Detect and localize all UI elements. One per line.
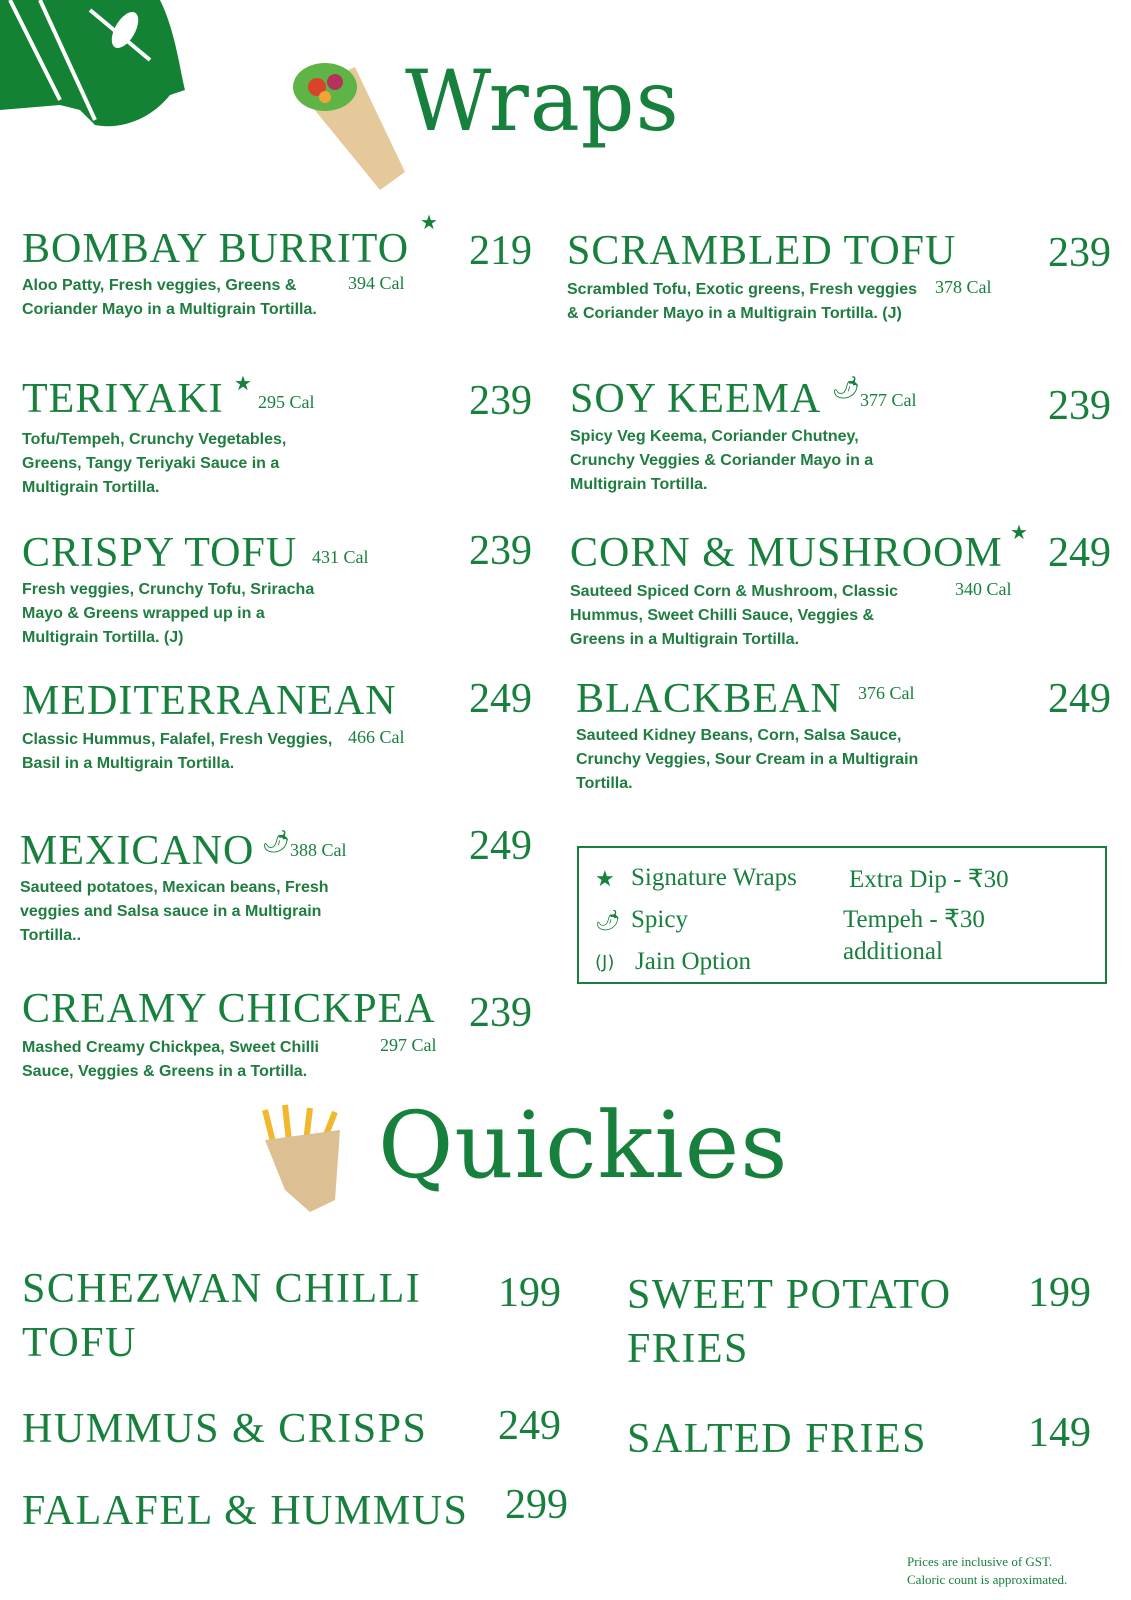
item-name: BOMBAY BURRITO (22, 226, 410, 272)
item-price: 249 (469, 676, 532, 722)
footer-gst: Prices are inclusive of GST. (907, 1554, 1053, 1569)
fries-illustration-icon (255, 1100, 355, 1215)
item-description: Fresh veggies, Crunchy Tofu, Sriracha Mayo & Greens wrapped up in a Multigrain Tortilla. (J) (22, 581, 315, 646)
item-calories: 431 Cal (312, 547, 369, 567)
item-calories: 295 Cal (258, 392, 315, 412)
section-title-quickies: Quickies (378, 1092, 789, 1199)
item-description: Sauteed Spiced Corn & Mushroom, Classic Hummus, Sweet Chilli Sauce, Veggies & Greens in a Multigrain Tortilla. (570, 583, 899, 648)
item-price: 239 (1048, 230, 1111, 276)
legend-box (577, 846, 1107, 984)
star-icon: ★ (1010, 520, 1028, 544)
item-price: 299 (505, 1482, 568, 1528)
item-name: MEXICANO (20, 828, 255, 874)
item-name: SWEET POTATO FRIES (627, 1272, 952, 1372)
legend-additional: additional (843, 938, 943, 965)
legend-signature: Signature Wraps (631, 864, 797, 891)
footer-note (907, 1553, 1067, 1589)
item-price: 199 (1028, 1270, 1091, 1316)
item-name: CREAMY CHICKPEA (22, 986, 436, 1032)
item-calories: 376 Cal (858, 683, 915, 703)
item-price: 249 (469, 823, 532, 869)
item-calories: 378 Cal (935, 277, 992, 297)
item-name: BLACKBEAN (576, 676, 842, 722)
item-price: 239 (469, 378, 532, 424)
item-description: Spicy Veg Keema, Coriander Chutney, Crunchy Veggies & Coriander Mayo in a Multigrain Tortilla. (570, 428, 874, 493)
item-description: Tofu/Tempeh, Crunchy Vegetables, Greens, Tangy Teriyaki Sauce in a Multigrain Tortilla. (22, 431, 287, 496)
item-calories: 377 Cal (860, 390, 917, 410)
chili-icon: 🌶 (832, 376, 860, 401)
item-name: MEDITERRANEAN (22, 678, 397, 724)
item-name: SCHEZWAN CHILLI TOFU (22, 1266, 422, 1366)
legend-extra-dip: Extra Dip - ₹30 (849, 866, 1009, 893)
monstera-leaf-icon (0, 0, 190, 135)
item-calories: 388 Cal (290, 840, 347, 860)
item-name: SCRAMBLED TOFU (567, 228, 957, 274)
chili-icon: 🌶 (595, 910, 621, 932)
item-price: 249 (1048, 530, 1111, 576)
item-calories: 340 Cal (955, 579, 1012, 599)
chili-icon: 🌶 (262, 830, 290, 855)
legend-jain: Jain Option (635, 948, 751, 975)
item-price: 239 (1048, 383, 1111, 429)
item-name: FALAFEL & HUMMUS (22, 1488, 469, 1534)
item-name: SALTED FRIES (627, 1416, 928, 1462)
footer-calorie: Caloric count is approximated. (907, 1572, 1068, 1587)
item-name: HUMMUS & CRISPS (22, 1406, 428, 1452)
item-description: Classic Hummus, Falafel, Fresh Veggies, Basil in a Multigrain Tortilla. (22, 731, 333, 772)
item-price: 239 (469, 528, 532, 574)
legend-tempeh: Tempeh - ₹30 (843, 906, 985, 933)
legend-spicy: Spicy (631, 906, 688, 933)
item-name: CORN & MUSHROOM (570, 530, 1003, 576)
item-price: 149 (1028, 1410, 1091, 1456)
item-price: 199 (498, 1270, 561, 1316)
item-price: 249 (1048, 676, 1111, 722)
item-description: Scrambled Tofu, Exotic greens, Fresh veggies & Coriander Mayo in a Multigrain Tortilla. (J) (567, 281, 918, 322)
star-icon: ★ (420, 210, 438, 234)
wrap-illustration-icon (285, 52, 415, 192)
item-description: Sauteed Kidney Beans, Corn, Salsa Sauce, Crunchy Veggies, Sour Cream in a Multigrain Tortilla. (576, 727, 919, 792)
item-description: Aloo Patty, Fresh veggies, Greens & Coriander Mayo in a Multigrain Tortilla. (22, 277, 317, 318)
item-description: Mashed Creamy Chickpea, Sweet Chilli Sauce, Veggies & Greens in a Tortilla. (22, 1039, 319, 1080)
legend-jain-mark: (J) (595, 952, 615, 973)
item-description: Sauteed potatoes, Mexican beans, Fresh veggies and Salsa sauce in a Multigrain Tortilla.. (20, 879, 329, 944)
star-icon: ★ (595, 866, 615, 891)
item-price: 249 (498, 1403, 561, 1449)
section-title-wraps: Wraps (405, 52, 680, 150)
item-name: TERIYAKI (22, 376, 224, 422)
item-name: SOY KEEMA (570, 376, 822, 422)
item-calories: 394 Cal (348, 273, 405, 293)
item-price: 239 (469, 990, 532, 1036)
star-icon: ★ (234, 371, 252, 395)
item-calories: 297 Cal (380, 1035, 437, 1055)
item-price: 219 (469, 228, 532, 274)
item-name: CRISPY TOFU (22, 530, 298, 576)
item-calories: 466 Cal (348, 727, 405, 747)
